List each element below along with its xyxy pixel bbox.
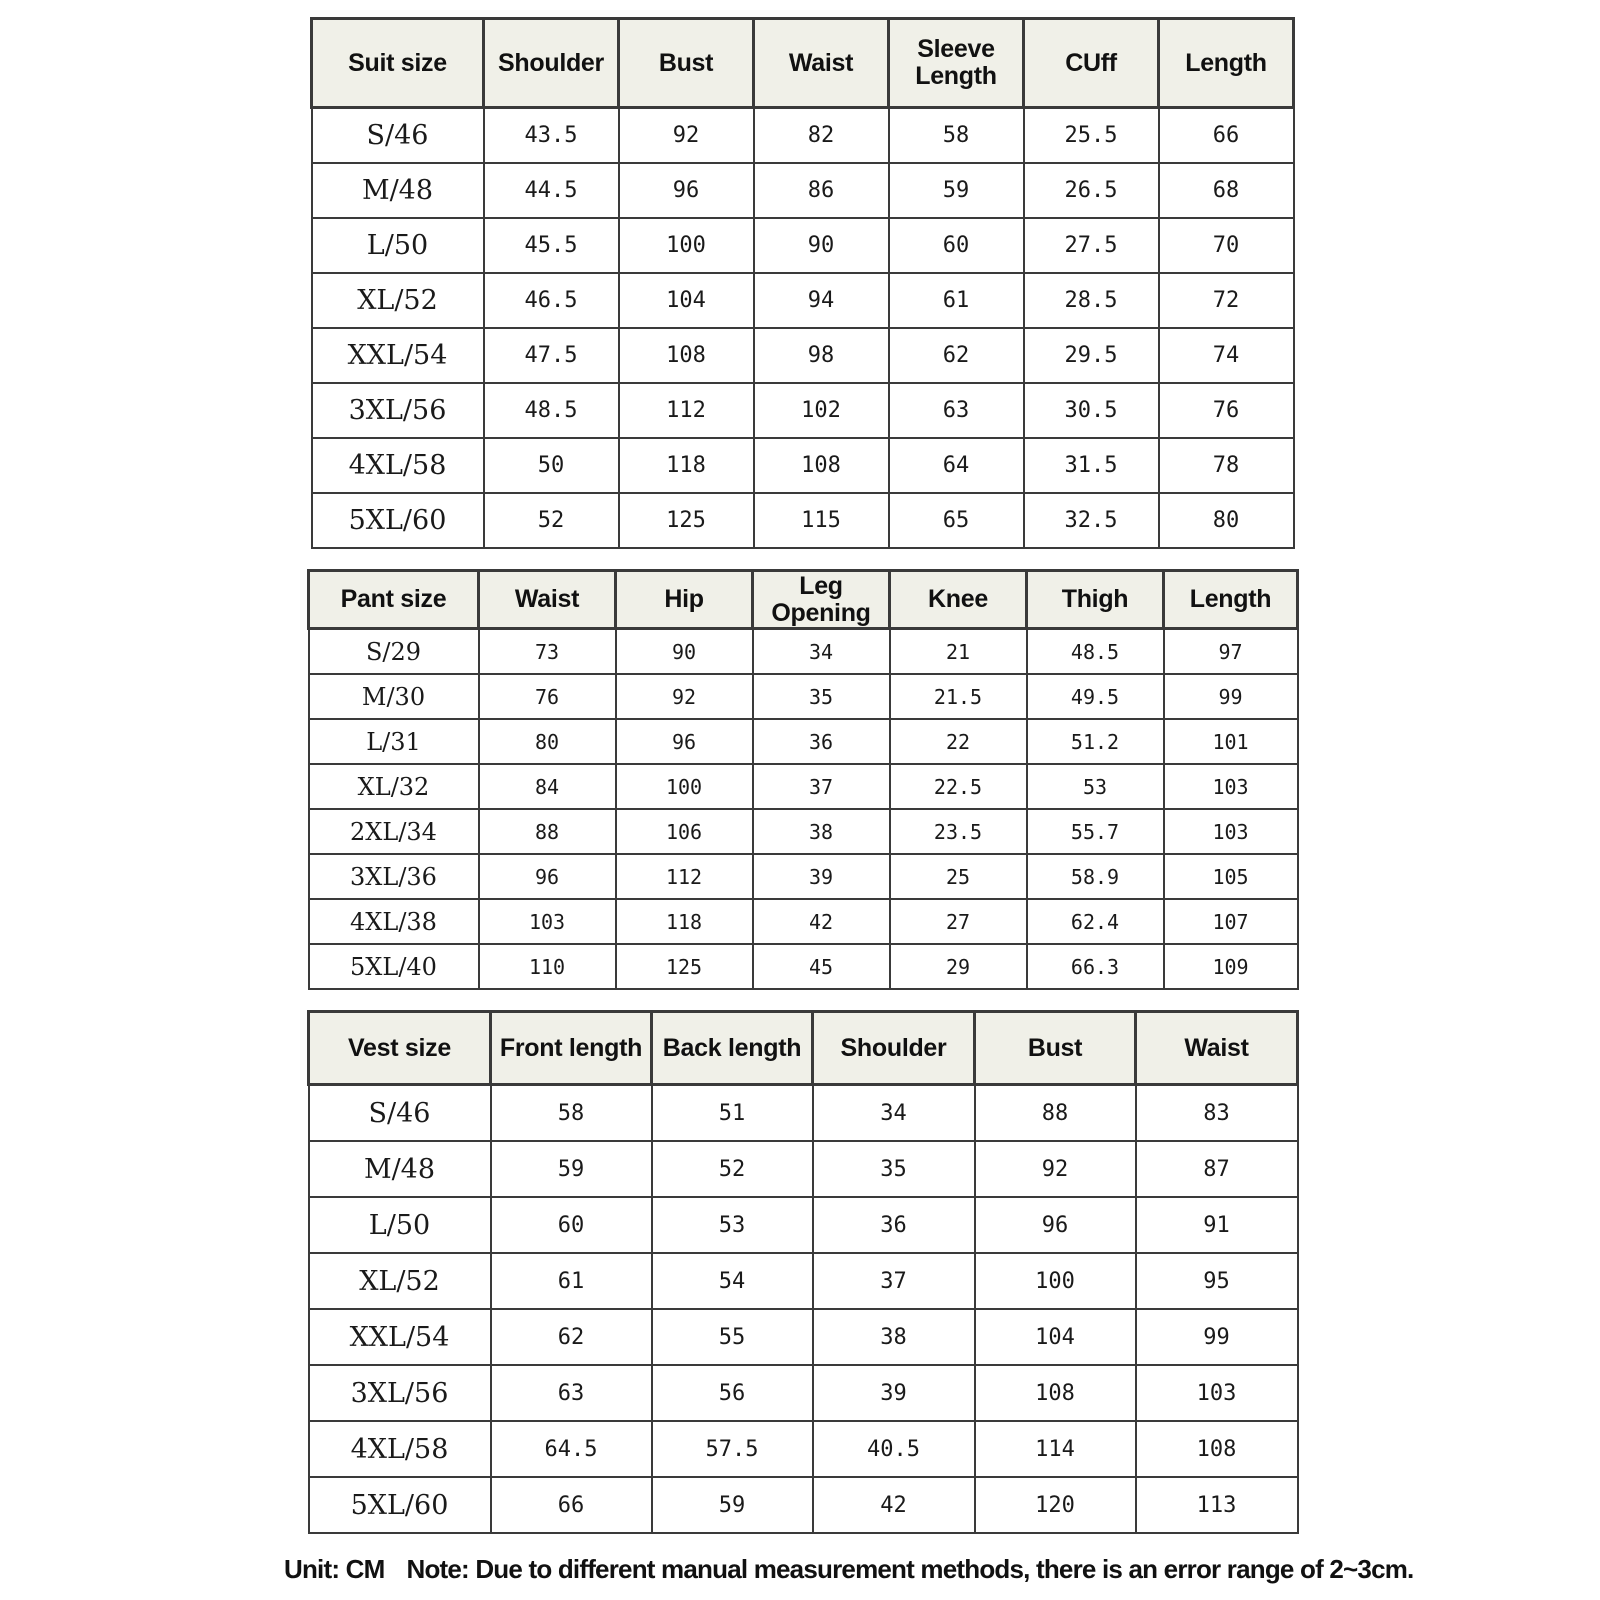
measurement-cell: 125 bbox=[616, 944, 753, 989]
measurement-cell: 56 bbox=[652, 1365, 813, 1421]
measurement-cell: 40.5 bbox=[813, 1421, 975, 1477]
measurement-cell: 68 bbox=[1159, 163, 1294, 218]
measurement-cell: 92 bbox=[975, 1141, 1136, 1197]
measurement-cell: 113 bbox=[1136, 1477, 1298, 1533]
table-row bbox=[309, 1309, 1298, 1365]
measurement-cell: 101 bbox=[1164, 719, 1298, 764]
measurement-cell: 54 bbox=[652, 1253, 813, 1309]
size-cell: 5XL/60 bbox=[309, 1477, 491, 1533]
measurement-cell: 82 bbox=[754, 108, 889, 164]
size-cell: 4XL/58 bbox=[309, 1421, 491, 1477]
measurement-cell: 25.5 bbox=[1024, 108, 1159, 164]
measurement-cell: 112 bbox=[619, 383, 754, 438]
measurement-cell: 112 bbox=[616, 854, 753, 899]
measurement-cell: 78 bbox=[1159, 438, 1294, 493]
table-row bbox=[309, 1365, 1298, 1421]
size-cell: M/30 bbox=[309, 674, 479, 719]
measurement-cell: 125 bbox=[619, 493, 754, 548]
measurement-cell: 90 bbox=[616, 629, 753, 675]
measurement-cell: 76 bbox=[1159, 383, 1294, 438]
measurement-cell: 53 bbox=[652, 1197, 813, 1253]
measurement-cell: 25 bbox=[890, 854, 1027, 899]
size-cell: XL/32 bbox=[309, 764, 479, 809]
measurement-cell: 36 bbox=[753, 719, 890, 764]
measurement-cell: 100 bbox=[616, 764, 753, 809]
column-header: Pant size bbox=[309, 571, 479, 629]
measurement-cell: 31.5 bbox=[1024, 438, 1159, 493]
measurement-cell: 118 bbox=[616, 899, 753, 944]
table-row bbox=[312, 218, 1294, 273]
measurement-cell: 39 bbox=[753, 854, 890, 899]
measurement-cell: 88 bbox=[479, 809, 616, 854]
measurement-cell: 105 bbox=[1164, 854, 1298, 899]
measurement-cell: 88 bbox=[975, 1085, 1136, 1142]
measurement-cell: 52 bbox=[652, 1141, 813, 1197]
column-header: Knee bbox=[890, 571, 1027, 629]
column-header: Shoulder bbox=[484, 19, 619, 108]
table-row bbox=[312, 438, 1294, 493]
measurement-cell: 36 bbox=[813, 1197, 975, 1253]
table-row bbox=[312, 493, 1294, 548]
measurement-cell: 106 bbox=[616, 809, 753, 854]
measurement-cell: 104 bbox=[619, 273, 754, 328]
measurement-cell: 57.5 bbox=[652, 1421, 813, 1477]
measurement-cell: 44.5 bbox=[484, 163, 619, 218]
measurement-cell: 29.5 bbox=[1024, 328, 1159, 383]
table-row bbox=[309, 719, 1298, 764]
measurement-cell: 62 bbox=[491, 1309, 652, 1365]
measurement-cell: 35 bbox=[813, 1141, 975, 1197]
suit-size-table bbox=[310, 17, 1295, 549]
measurement-cell: 86 bbox=[754, 163, 889, 218]
measurement-cell: 37 bbox=[753, 764, 890, 809]
measurement-cell: 108 bbox=[1136, 1421, 1298, 1477]
measurement-cell: 42 bbox=[813, 1477, 975, 1533]
size-cell: XXL/54 bbox=[309, 1309, 491, 1365]
measurement-cell: 21 bbox=[890, 629, 1027, 675]
measurement-cell: 47.5 bbox=[484, 328, 619, 383]
measurement-cell: 100 bbox=[619, 218, 754, 273]
measurement-cell: 61 bbox=[491, 1253, 652, 1309]
measurement-cell: 59 bbox=[889, 163, 1024, 218]
table-row bbox=[309, 854, 1298, 899]
table-row bbox=[309, 629, 1298, 675]
measurement-cell: 60 bbox=[491, 1197, 652, 1253]
measurement-cell: 62 bbox=[889, 328, 1024, 383]
measurement-cell: 28.5 bbox=[1024, 273, 1159, 328]
vest-size-table bbox=[307, 1010, 1299, 1534]
measurement-cell: 72 bbox=[1159, 273, 1294, 328]
measurement-cell: 32.5 bbox=[1024, 493, 1159, 548]
size-cell: XXL/54 bbox=[312, 328, 484, 383]
measurement-cell: 98 bbox=[754, 328, 889, 383]
measurement-cell: 103 bbox=[479, 899, 616, 944]
measurement-cell: 59 bbox=[491, 1141, 652, 1197]
measurement-cell: 38 bbox=[813, 1309, 975, 1365]
measurement-cell: 46.5 bbox=[484, 273, 619, 328]
size-cell: M/48 bbox=[312, 163, 484, 218]
measurement-cell: 90 bbox=[754, 218, 889, 273]
measurement-cell: 80 bbox=[1159, 493, 1294, 548]
measurement-cell: 110 bbox=[479, 944, 616, 989]
measurement-cell: 58 bbox=[491, 1085, 652, 1142]
measurement-cell: 99 bbox=[1136, 1309, 1298, 1365]
measurement-cell: 21.5 bbox=[890, 674, 1027, 719]
measurement-cell: 34 bbox=[813, 1085, 975, 1142]
table-row bbox=[312, 383, 1294, 438]
size-cell: L/50 bbox=[309, 1197, 491, 1253]
measurement-cell: 108 bbox=[619, 328, 754, 383]
column-header: CUff bbox=[1024, 19, 1159, 108]
size-cell: L/50 bbox=[312, 218, 484, 273]
measurement-cell: 45 bbox=[753, 944, 890, 989]
measurement-cell: 63 bbox=[491, 1365, 652, 1421]
measurement-cell: 96 bbox=[619, 163, 754, 218]
measurement-cell: 35 bbox=[753, 674, 890, 719]
measurement-cell: 65 bbox=[889, 493, 1024, 548]
table-row bbox=[309, 809, 1298, 854]
measurement-cell: 42 bbox=[753, 899, 890, 944]
measurement-cell: 45.5 bbox=[484, 218, 619, 273]
measurement-cell: 27 bbox=[890, 899, 1027, 944]
size-cell: 4XL/38 bbox=[309, 899, 479, 944]
measurement-cell: 55 bbox=[652, 1309, 813, 1365]
measurement-cell: 118 bbox=[619, 438, 754, 493]
measurement-cell: 26.5 bbox=[1024, 163, 1159, 218]
size-cell: XL/52 bbox=[312, 273, 484, 328]
column-header: Suit size bbox=[312, 19, 484, 108]
size-cell: 5XL/60 bbox=[312, 493, 484, 548]
measurement-cell: 55.7 bbox=[1027, 809, 1164, 854]
measurement-cell: 48.5 bbox=[1027, 629, 1164, 675]
size-cell: 3XL/36 bbox=[309, 854, 479, 899]
measurement-cell: 23.5 bbox=[890, 809, 1027, 854]
measurement-cell: 94 bbox=[754, 273, 889, 328]
measurement-cell: 109 bbox=[1164, 944, 1298, 989]
measurement-cell: 34 bbox=[753, 629, 890, 675]
table-row bbox=[309, 1477, 1298, 1533]
table-row bbox=[309, 1085, 1298, 1142]
table-row bbox=[312, 108, 1294, 164]
measurement-cell: 51.2 bbox=[1027, 719, 1164, 764]
size-cell: 2XL/34 bbox=[309, 809, 479, 854]
measurement-cell: 100 bbox=[975, 1253, 1136, 1309]
table-row bbox=[309, 899, 1298, 944]
measurement-cell: 64 bbox=[889, 438, 1024, 493]
column-header: Back length bbox=[652, 1012, 813, 1085]
measurement-cell: 96 bbox=[975, 1197, 1136, 1253]
measurement-cell: 58.9 bbox=[1027, 854, 1164, 899]
size-cell: S/46 bbox=[312, 108, 484, 164]
measurement-cell: 61 bbox=[889, 273, 1024, 328]
measurement-cell: 58 bbox=[889, 108, 1024, 164]
size-cell: 3XL/56 bbox=[312, 383, 484, 438]
size-cell: L/31 bbox=[309, 719, 479, 764]
column-header: Bust bbox=[975, 1012, 1136, 1085]
measurement-cell: 22.5 bbox=[890, 764, 1027, 809]
measurement-cell: 30.5 bbox=[1024, 383, 1159, 438]
size-cell: 5XL/40 bbox=[309, 944, 479, 989]
measurement-cell: 53 bbox=[1027, 764, 1164, 809]
measurement-cell: 83 bbox=[1136, 1085, 1298, 1142]
measurement-cell: 95 bbox=[1136, 1253, 1298, 1309]
measurement-cell: 108 bbox=[754, 438, 889, 493]
measurement-cell: 66 bbox=[491, 1477, 652, 1533]
measurement-cell: 62.4 bbox=[1027, 899, 1164, 944]
measurement-cell: 64.5 bbox=[491, 1421, 652, 1477]
measurement-cell: 80 bbox=[479, 719, 616, 764]
measurement-cell: 99 bbox=[1164, 674, 1298, 719]
measurement-cell: 73 bbox=[479, 629, 616, 675]
size-cell: 4XL/58 bbox=[312, 438, 484, 493]
measurement-cell: 92 bbox=[616, 674, 753, 719]
table-header-row bbox=[309, 1012, 1298, 1085]
measurement-cell: 103 bbox=[1164, 809, 1298, 854]
measurement-cell: 96 bbox=[479, 854, 616, 899]
column-header: Bust bbox=[619, 19, 754, 108]
measurement-cell: 102 bbox=[754, 383, 889, 438]
size-cell: 3XL/56 bbox=[309, 1365, 491, 1421]
size-cell: S/46 bbox=[309, 1085, 491, 1142]
measurement-cell: 107 bbox=[1164, 899, 1298, 944]
measurement-cell: 51 bbox=[652, 1085, 813, 1142]
measurement-cell: 49.5 bbox=[1027, 674, 1164, 719]
measurement-cell: 70 bbox=[1159, 218, 1294, 273]
measurement-cell: 92 bbox=[619, 108, 754, 164]
measurement-cell: 104 bbox=[975, 1309, 1136, 1365]
measurement-note: Note: Due to different manual measurement methods, there is an error range of 2~3cm. bbox=[406, 1554, 1414, 1584]
measurement-cell: 84 bbox=[479, 764, 616, 809]
table-header-row bbox=[312, 19, 1294, 108]
column-header: Thigh bbox=[1027, 571, 1164, 629]
measurement-cell: 96 bbox=[616, 719, 753, 764]
pant-size-table bbox=[307, 569, 1299, 990]
measurement-cell: 37 bbox=[813, 1253, 975, 1309]
measurement-cell: 103 bbox=[1164, 764, 1298, 809]
measurement-cell: 29 bbox=[890, 944, 1027, 989]
measurement-cell: 38 bbox=[753, 809, 890, 854]
measurement-cell: 66.3 bbox=[1027, 944, 1164, 989]
table-row bbox=[309, 674, 1298, 719]
table-row bbox=[312, 328, 1294, 383]
column-header: Sleeve Length bbox=[889, 19, 1024, 108]
measurement-cell: 87 bbox=[1136, 1141, 1298, 1197]
measurement-cell: 43.5 bbox=[484, 108, 619, 164]
unit-label: Unit: CM bbox=[284, 1554, 385, 1584]
table-row bbox=[309, 1253, 1298, 1309]
table-row bbox=[309, 1141, 1298, 1197]
measurement-cell: 52 bbox=[484, 493, 619, 548]
measurement-cell: 91 bbox=[1136, 1197, 1298, 1253]
measurement-cell: 60 bbox=[889, 218, 1024, 273]
table-row bbox=[309, 764, 1298, 809]
measurement-cell: 66 bbox=[1159, 108, 1294, 164]
measurement-footnote bbox=[284, 1554, 1594, 1585]
column-header: Waist bbox=[479, 571, 616, 629]
measurement-cell: 50 bbox=[484, 438, 619, 493]
measurement-cell: 76 bbox=[479, 674, 616, 719]
measurement-cell: 27.5 bbox=[1024, 218, 1159, 273]
column-header: Length bbox=[1159, 19, 1294, 108]
measurement-cell: 97 bbox=[1164, 629, 1298, 675]
column-header: Vest size bbox=[309, 1012, 491, 1085]
column-header: Shoulder bbox=[813, 1012, 975, 1085]
column-header: Waist bbox=[1136, 1012, 1298, 1085]
column-header: Waist bbox=[754, 19, 889, 108]
column-header: Front length bbox=[491, 1012, 652, 1085]
measurement-cell: 115 bbox=[754, 493, 889, 548]
measurement-cell: 103 bbox=[1136, 1365, 1298, 1421]
measurement-cell: 74 bbox=[1159, 328, 1294, 383]
table-row bbox=[309, 944, 1298, 989]
measurement-cell: 63 bbox=[889, 383, 1024, 438]
size-cell: S/29 bbox=[309, 629, 479, 675]
measurement-cell: 48.5 bbox=[484, 383, 619, 438]
size-cell: XL/52 bbox=[309, 1253, 491, 1309]
measurement-cell: 114 bbox=[975, 1421, 1136, 1477]
measurement-cell: 108 bbox=[975, 1365, 1136, 1421]
size-cell: M/48 bbox=[309, 1141, 491, 1197]
measurement-cell: 22 bbox=[890, 719, 1027, 764]
table-row bbox=[312, 273, 1294, 328]
column-header: Length bbox=[1164, 571, 1298, 629]
measurement-cell: 39 bbox=[813, 1365, 975, 1421]
table-row bbox=[309, 1421, 1298, 1477]
column-header: Hip bbox=[616, 571, 753, 629]
column-header: Leg Opening bbox=[753, 571, 890, 629]
table-row bbox=[312, 163, 1294, 218]
measurement-cell: 59 bbox=[652, 1477, 813, 1533]
measurement-cell: 120 bbox=[975, 1477, 1136, 1533]
table-header-row bbox=[309, 571, 1298, 629]
table-row bbox=[309, 1197, 1298, 1253]
